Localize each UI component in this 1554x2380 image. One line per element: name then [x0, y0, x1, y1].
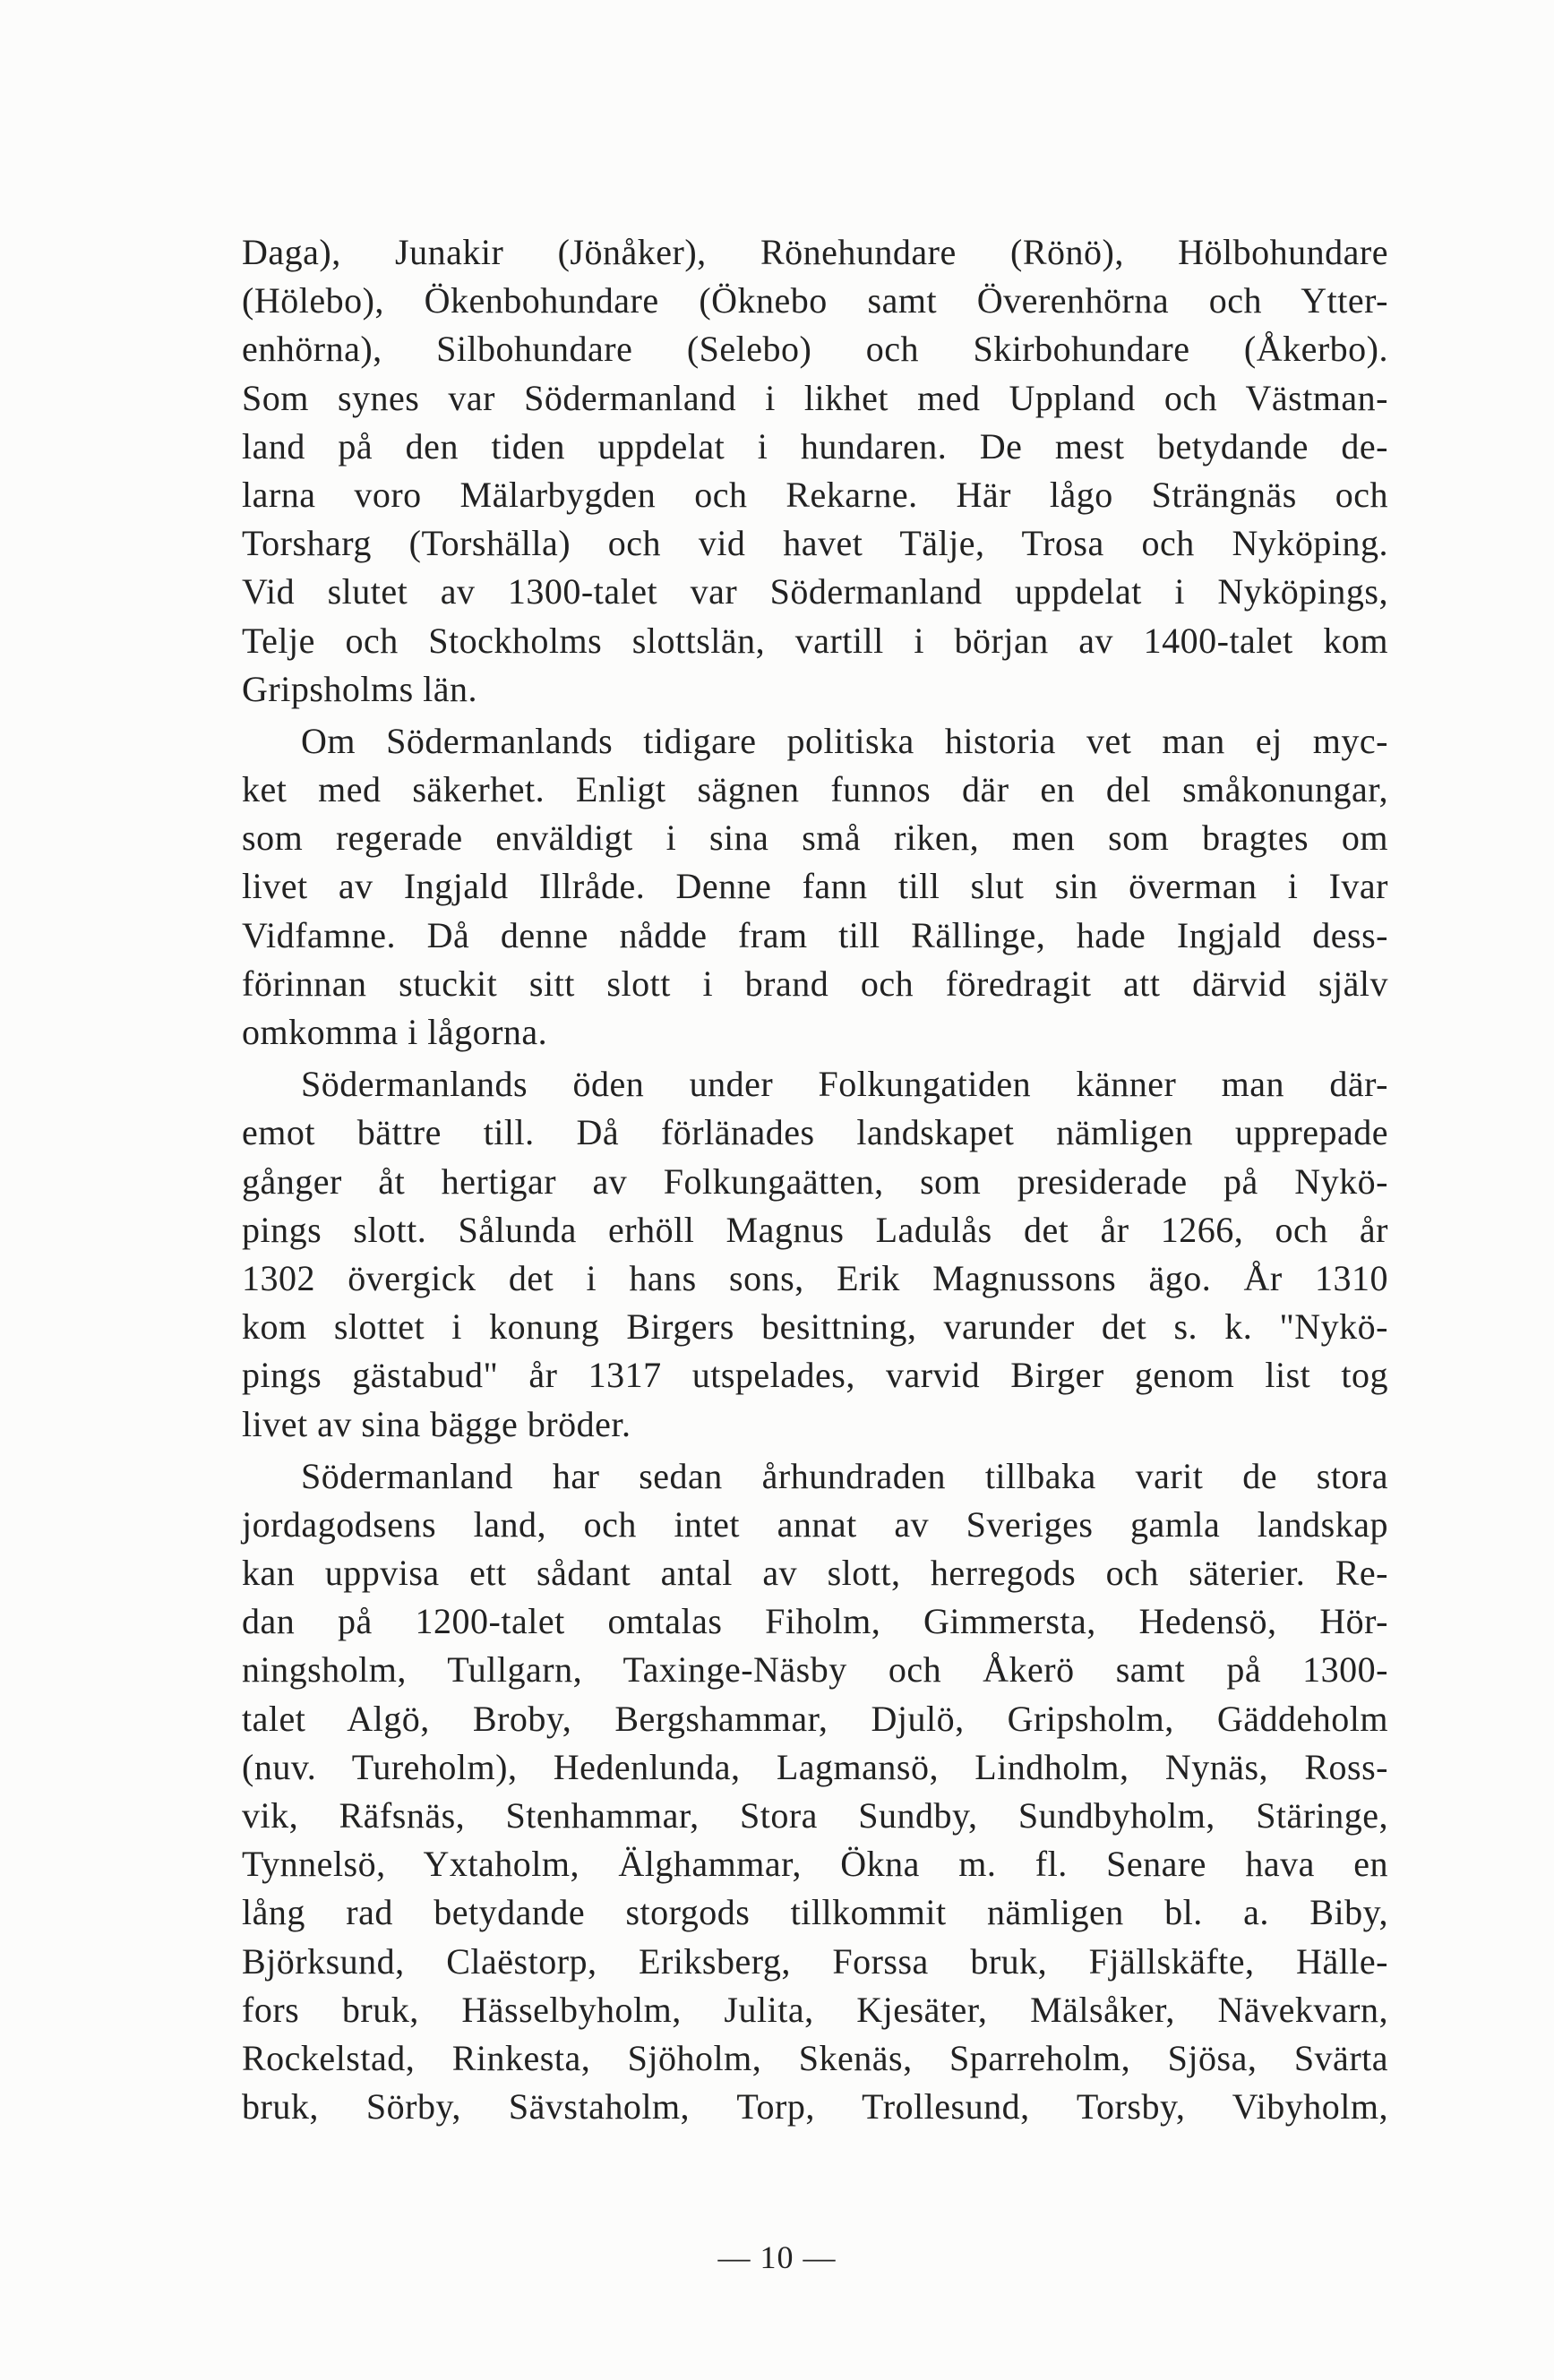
- paragraph: [242, 717, 1388, 1057]
- text-line: Telje och Stockholms slottslän, vartill i början av 1400-talet kom: [242, 620, 1388, 661]
- text-line: förinnan stuckit sitt slott i brand och föredragit att därvid själv: [242, 963, 1388, 1004]
- text-line: (nuv. Tureholm), Hedenlunda, Lagmansö, Lindholm, Nynäs, Ross-: [242, 1746, 1388, 1787]
- text-line: Daga), Junakir (Jönåker), Rönehundare (Rönö), Hölbohundare: [242, 232, 1388, 272]
- text-line: livet av Ingjald Illråde. Denne fann till slut sin överman i Ivar: [242, 866, 1388, 907]
- text-line: emot bättre till. Då förlänades landskapet nämligen upprepade: [242, 1112, 1388, 1153]
- text-line: land på den tiden uppdelat i hundaren. De mest betydande de-: [242, 425, 1388, 467]
- text-line: Tynnelsö, Yxtaholm, Älghammar, Ökna m. fl. Senare hava en: [242, 1844, 1388, 1885]
- text-line: Gripsholms län.: [242, 668, 478, 709]
- text-line: bruk, Sörby, Sävstaholm, Torp, Trollesund, Torsby, Vibyholm,: [242, 2086, 1388, 2127]
- text-line: omkomma i lågorna.: [242, 1012, 548, 1052]
- text-line: pings gästabud" år 1317 utspelades, varvid Birger genom list tog: [242, 1355, 1388, 1396]
- text-line: talet Algö, Broby, Bergshammar, Djulö, Gripsholm, Gäddeholm: [242, 1698, 1388, 1739]
- text-line: Södermanland har sedan århundraden tillbaka varit de stora: [301, 1455, 1388, 1496]
- text-line: kom slottet i konung Birgers besittning, varunder det s. k. "Nykö-: [242, 1306, 1388, 1348]
- paragraph: [242, 1060, 1388, 1449]
- text-line: (Hölebo), Ökenbohundare (Öknebo samt Överenhörna och Ytter-: [242, 280, 1388, 321]
- text-line: pings slott. Sålunda erhöll Magnus Ladulås det år 1266, och år: [242, 1209, 1388, 1250]
- paragraph: [242, 1452, 1388, 2132]
- text-line: Rockelstad, Rinkesta, Sjöholm, Skenäs, Sparreholm, Sjösa, Svärta: [242, 2037, 1388, 2078]
- text-line: ningsholm, Tullgarn, Taxinge-Näsby och Åkerö samt på 1300-: [242, 1649, 1388, 1691]
- text-line: Vidfamne. Då denne nådde fram till Rällinge, hade Ingjald dess-: [242, 914, 1388, 955]
- text-line: Torsharg (Torshälla) och vid havet Tälje, Trosa och Nyköping.: [242, 523, 1388, 564]
- text-line: jordagodsens land, och intet annat av Sveriges gamla landskap: [242, 1503, 1388, 1545]
- text-line: kan uppvisa ett sådant antal av slott, herregods och säterier. Re-: [242, 1553, 1388, 1594]
- text-line: enhörna), Silbohundare (Selebo) och Skirbohundare (Åkerbo).: [242, 329, 1388, 370]
- body-text: [242, 228, 1388, 2131]
- text-line: Södermanlands öden under Folkungatiden känner man där-: [301, 1064, 1388, 1105]
- text-line: larna voro Mälarbygden och Rekarne. Här lågo Strängnäs och: [242, 474, 1388, 515]
- text-line: fors bruk, Hässelbyholm, Julita, Kjesäter, Mälsåker, Nävekvarn,: [242, 1989, 1388, 2030]
- text-line: Om Södermanlands tidigare politiska historia vet man ej myc-: [301, 720, 1388, 761]
- paragraph: [242, 228, 1388, 714]
- page-number: — 10 —: [717, 2239, 837, 2275]
- text-line: Som synes var Södermanland i likhet med Uppland och Västman-: [242, 377, 1388, 418]
- text-line: ket med säkerhet. Enligt sägnen funnos där en del småkonungar,: [242, 769, 1388, 810]
- text-line: 1302 övergick det i hans sons, Erik Magnussons ägo. År 1310: [242, 1257, 1388, 1298]
- text-line: dan på 1200-talet omtalas Fiholm, Gimmersta, Hedensö, Hör-: [242, 1601, 1388, 1642]
- text-line: livet av sina bägge bröder.: [242, 1403, 631, 1444]
- text-line: lång rad betydande storgods tillkommit nämligen bl. a. Biby,: [242, 1892, 1388, 1933]
- text-line: Vid slutet av 1300-talet var Södermanland uppdelat i Nyköpings,: [242, 571, 1388, 612]
- text-line: vik, Räfsnäs, Stenhammar, Stora Sundby, Sundbyholm, Stäringe,: [242, 1795, 1388, 1836]
- text-line: Björksund, Claëstorp, Eriksberg, Forssa bruk, Fjällskäfte, Hälle-: [242, 1940, 1388, 1982]
- text-line: som regerade enväldigt i sina små riken, men som bragtes om: [242, 818, 1388, 859]
- text-line: gånger åt hertigar av Folkungaätten, som presiderade på Nykö-: [242, 1160, 1388, 1202]
